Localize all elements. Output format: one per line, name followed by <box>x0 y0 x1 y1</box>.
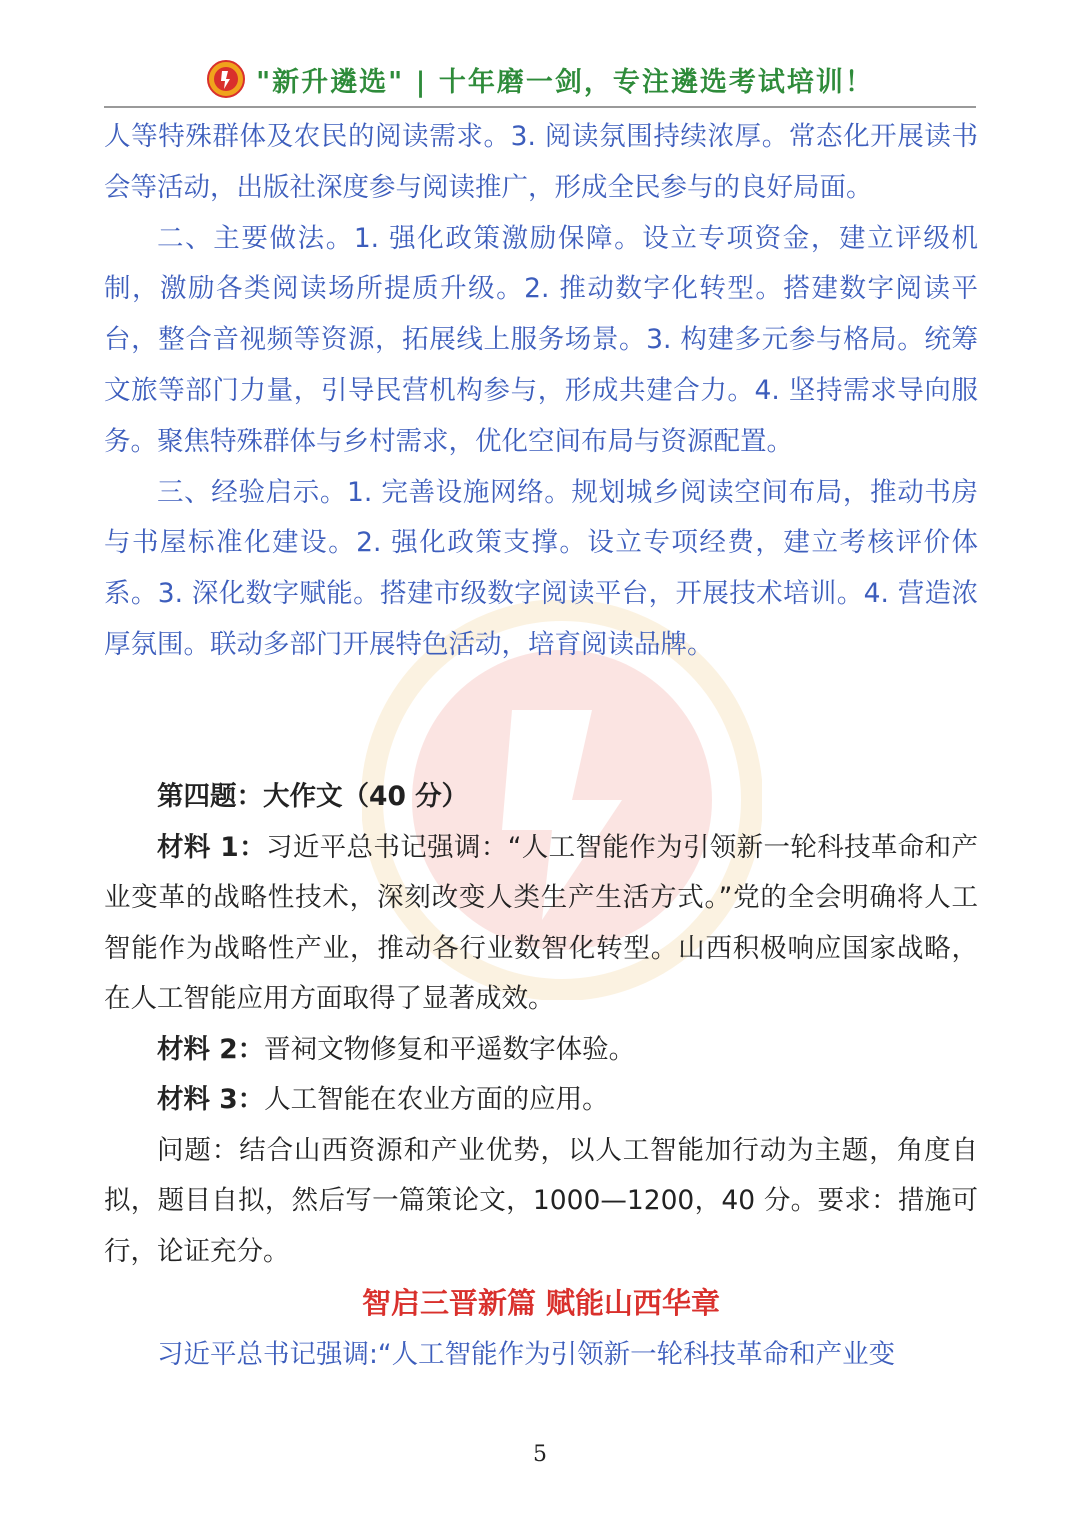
lessons-paragraph: 三、经验启示。1. 完善设施网络。规划城乡阅读空间布局，推动书房与书屋标准化建设。2. 强化政策支撑。设立专项经费，建立考核评价体系。3. 深化数字赋能。搭建市级数字阅读平台，开展技术培训。4. 营造浓厚氛围。联动多部门开展特色活动，培育阅读品牌。 <box>104 476 978 660</box>
page-number: 5 <box>533 1442 547 1467</box>
material-1-label: 材料 1： <box>157 831 266 863</box>
question-title: 第四题：大作文（40 分） <box>157 781 469 812</box>
material-3-label: 材料 3： <box>157 1084 265 1115</box>
material-2-text: 晋祠文物修复和平遥数字体验。 <box>264 1033 636 1065</box>
page-header <box>104 52 976 108</box>
continuation-paragraph: 人等特殊群体及农民的阅读需求。3. 阅读氛围持续浓厚。常态化开展读书会等活动，出版社深度参与阅读推广，形成全民参与的良好局面。 <box>104 121 978 203</box>
material-2-label: 材料 2： <box>157 1033 265 1065</box>
essay-first-line: 习近平总书记强调:“人工智能作为引领新一轮科技革命和产业变 <box>157 1339 896 1370</box>
header-title: "新升遴选" | 十年磨一剑，专注遴选考试培训！ <box>256 66 874 98</box>
question-four-section <box>104 772 978 1277</box>
question-prompt: 问题：结合山西资源和产业优势，以人工智能加行动为主题，角度自拟，题目自拟，然后写一篇策论文，1000—1200，40 分。要求：措施可行，论证充分。 <box>104 1134 978 1267</box>
blue-summary-section <box>104 112 978 671</box>
material-1-text: 习近平总书记强调：“人工智能作为引领新一轮科技革命和产业变革的战略性技术，深刻改变人类生产生活方式。”党的全会明确将人工智能作为战略性产业，推动各行业数智化转型。山西积极响应国家战略，在人工智能应用方面取得了显著成效。 <box>104 831 979 1014</box>
main-practices-paragraph: 二、主要做法。1. 强化政策激励保障。设立专项资金，建立评级机制，激励各类阅读场所提质升级。2. 推动数字化转型。搭建数字阅读平台，整合音视频等资源，拓展线上服务场景。3. 构建多元参与格局。统筹文旅等部门力量，引导民营机构参与，形成共建合力。4. 坚持需求导向服务。聚焦特殊群体与乡村需求，优化空间布局与资源配置。 <box>104 222 978 457</box>
material-2 <box>104 1025 978 1076</box>
material-3-text: 人工智能在农业方面的应用。 <box>264 1084 609 1115</box>
essay-title: 智启三晋新篇 赋能山西华章 <box>361 1286 721 1320</box>
material-1 <box>104 823 978 1025</box>
material-3 <box>104 1075 978 1126</box>
seal-logo-icon <box>206 59 246 99</box>
